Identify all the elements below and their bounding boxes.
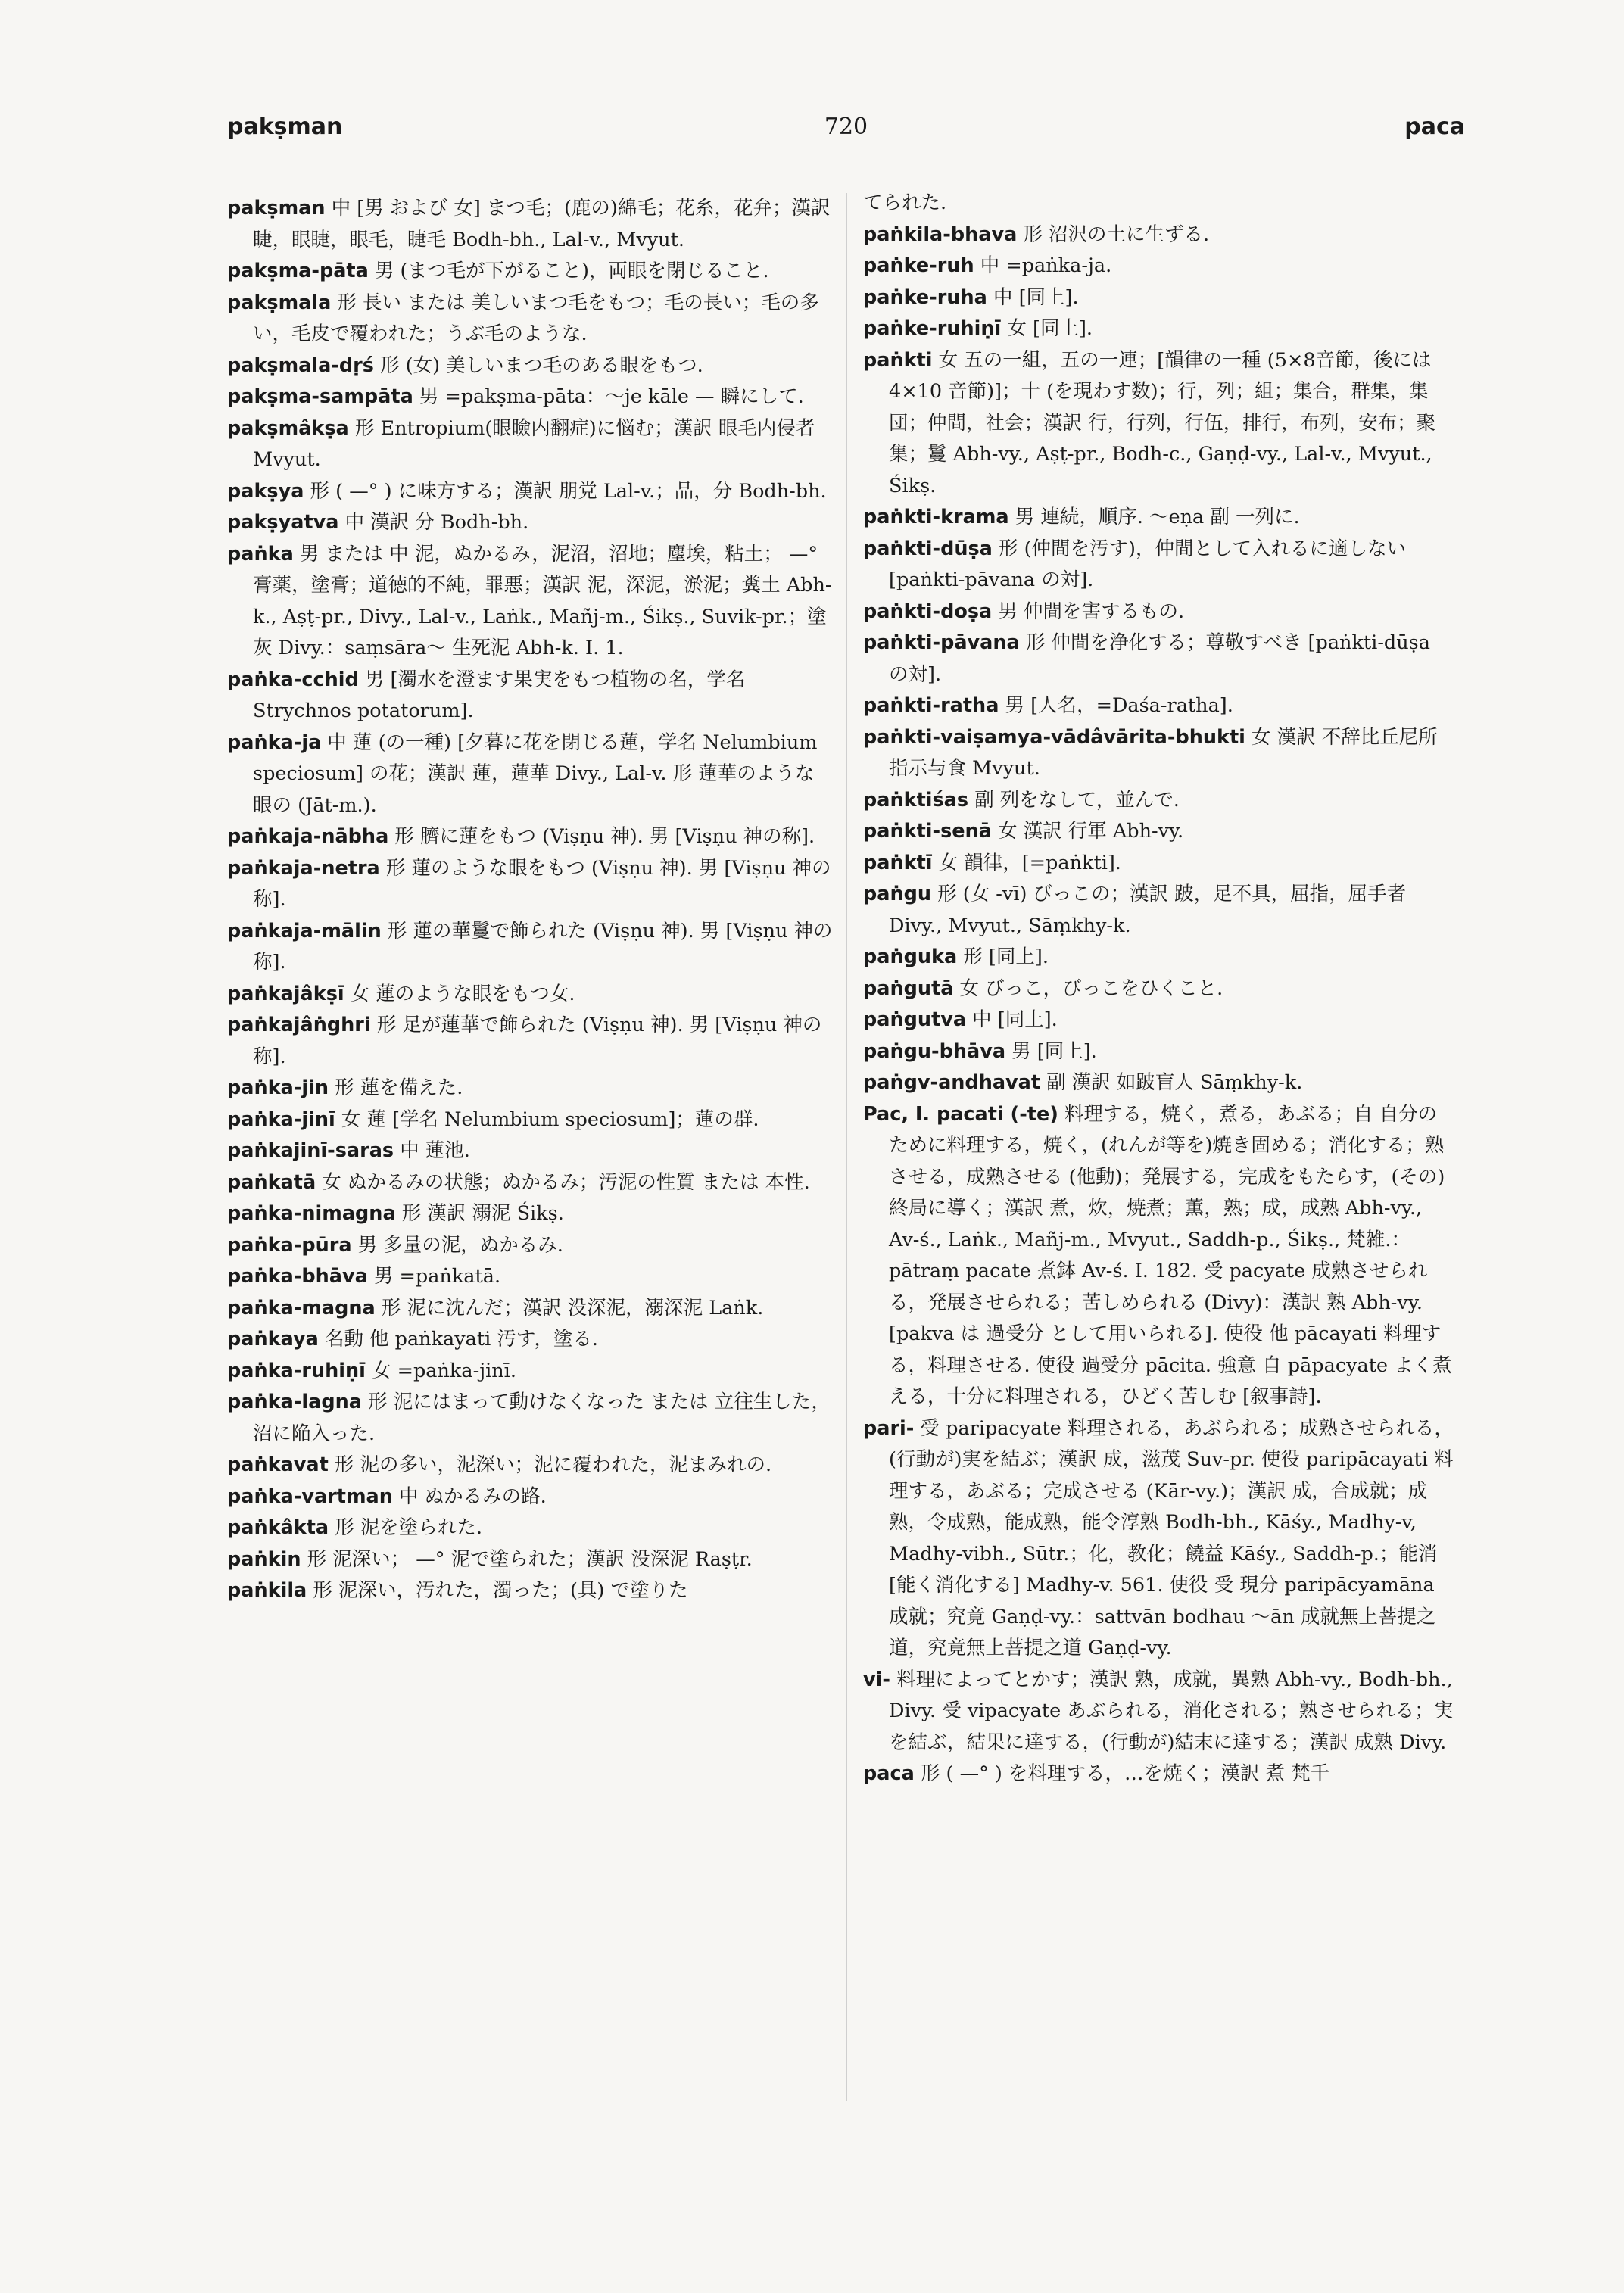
entry-headword: pakṣma-pāta — [227, 260, 369, 282]
dictionary-entry — [227, 1261, 833, 1293]
dictionary-entry — [227, 256, 833, 288]
entry-headword: paṅke-ruh — [863, 254, 974, 277]
dictionary-entry — [863, 816, 1454, 848]
dictionary-entry — [863, 879, 1454, 942]
entry-headword: paṅke-ruha — [863, 285, 987, 309]
entry-headword: paṅka-lagna — [227, 1391, 362, 1413]
entry-headword: paṅkâkta — [227, 1516, 329, 1539]
dictionary-entry — [863, 1413, 1454, 1665]
dictionary-entry — [227, 1230, 833, 1262]
entry-headword: paṅgv-andhavat — [863, 1071, 1041, 1094]
right-column — [863, 188, 1454, 1790]
dictionary-entry — [227, 382, 833, 413]
entry-headword: paṅka-cchid — [227, 668, 359, 691]
entry-definition: 形 仲間を浄化する；尊敬すべき [paṅkti-dūṣa の対]. — [889, 631, 1430, 686]
entry-headword: paṅke-ruhiṇī — [863, 317, 1002, 340]
dictionary-entry — [227, 1167, 833, 1199]
page-header — [227, 114, 1465, 151]
dictionary-entry — [863, 282, 1454, 314]
entry-definition: 形 (女 -vī) びっこの；漢訳 跛，足不具，屈指，屈手者 Divy., Mvyut., Sāṃkhy-k. — [889, 883, 1407, 937]
dictionary-entry — [863, 313, 1454, 345]
entry-definition: 形 泥深い； —° 泥で塗られた；漢訳 没深泥 Raṣṭr. — [307, 1547, 753, 1571]
dictionary-entry — [227, 350, 833, 382]
dictionary-entry — [227, 1481, 833, 1513]
entry-headword: paṅkajâṅghri — [227, 1014, 371, 1036]
entry-definition: 女 [同上]. — [1007, 317, 1093, 340]
entry-definition: 名動 他 paṅkayati 汚す，塗る. — [324, 1328, 598, 1351]
entry-definition: 男 連続，順序. 〜eṇa 副 一列に. — [1015, 506, 1300, 528]
dictionary-entry — [227, 1544, 833, 1576]
left-column — [227, 193, 833, 1607]
page-number: 720 — [824, 114, 868, 140]
entry-headword: pakṣmâkṣa — [227, 416, 349, 440]
entry-headword: paṅkila — [227, 1579, 307, 1602]
entry-headword: paṅguka — [863, 946, 958, 968]
dictionary-entry — [227, 727, 833, 822]
dictionary-entry — [227, 1324, 833, 1356]
dictionary-entry — [227, 821, 833, 853]
dictionary-entry — [863, 220, 1454, 251]
entry-headword: paṅka-vartman — [227, 1485, 393, 1508]
entry-headword: paṅkaya — [227, 1328, 319, 1351]
entry-headword: paṅgu — [863, 883, 932, 905]
entry-definition: 中 漢訳 分 Bodh-bh. — [344, 511, 529, 534]
entry-definition: 形 (仲間を汚す)，仲間として入れるに適しない [paṅkti-pāvana の対]. — [889, 537, 1407, 591]
entry-definition: 女 ぬかるみの状態；ぬかるみ；汚泥の性質 または 本性. — [322, 1170, 810, 1194]
entry-definition: 女 韻律，[=paṅkti]. — [938, 851, 1121, 874]
entry-headword: paṅkatā — [227, 1170, 316, 1194]
dictionary-entry — [227, 1387, 833, 1450]
entry-headword: pakṣma-sampāta — [227, 385, 413, 408]
dictionary-entry — [227, 507, 833, 539]
entry-headword: paṅkti-krama — [863, 506, 1009, 528]
dictionary-entry — [227, 193, 833, 256]
entry-headword: paṅgutva — [863, 1008, 967, 1031]
dictionary-entry — [863, 628, 1454, 690]
entry-definition: 中 ぬかるみの路. — [399, 1485, 547, 1508]
entry-definition: 女 五の一組，五の一連；[韻律の一種 (5×8音節，後には 4×10 音節)]；十 (を現わす数)；行，列；組；集合，群集，集団；仲間，社会；漢訳 行，行列，行伍，排行，布列，安布；聚集；鬘 Abh-vy., Aṣṭ-pr., Bodh-c., Gaṇḍ-vy., Lal-v., Mvyut., Śikṣ. — [889, 348, 1436, 497]
entry-headword: pakṣman — [227, 197, 326, 220]
entry-definition: 男 =pakṣma-pāta：〜je kāle — 瞬にして. — [419, 385, 804, 408]
entry-headword: paṅkila-bhava — [863, 223, 1018, 246]
dictionary-entry — [863, 534, 1454, 597]
dictionary-entry — [227, 1450, 833, 1481]
entry-definition: 形 泥の多い，泥深い；泥に覆われた，泥まみれの. — [334, 1453, 772, 1476]
dictionary-entry — [227, 853, 833, 916]
entry-definition: 形 泥に沈んだ；漢訳 没深泥，溺深泥 Laṅk. — [381, 1296, 764, 1319]
entry-definition: てられた. — [863, 192, 947, 214]
dictionary-entry — [863, 785, 1454, 817]
entry-definition: 形 泥を塗られた. — [335, 1516, 482, 1539]
entry-definition: 中 蓮 (の一種) [夕暮に花を閉じる蓮，学名 Nelumbium speciosum] の花；漢訳 蓮，蓮華 Divy., Lal-v. 形 蓮華のような眼の (Jāt-m.). — [253, 731, 818, 817]
entry-headword: paṅkti — [863, 348, 933, 372]
entry-definition: 男 または 中 泥，ぬかるみ，泥沼，沼地；塵埃，粘土； —° 膏薬，塗膏；道徳的不純，罪悪；漢訳 泥，深泥，淤泥；糞土 Abh-k., Aṣṭ-pr., Divy., Lal-v., Laṅk., Mañj-m., Śikṣ., Suvik-pr.；塗灰 Divy.：saṃsāra〜 生死泥 Abh-k. I. 1. — [253, 542, 832, 659]
entry-definition: 男 [同上]. — [1011, 1039, 1097, 1063]
entry-definition: 中 [同上]. — [972, 1008, 1058, 1031]
entry-definition: 形 蓮を備えた. — [335, 1076, 463, 1099]
entry-definition: 副 列をなして，並んで. — [974, 788, 1180, 812]
dictionary-entry — [863, 690, 1454, 722]
dictionary-entry — [227, 1513, 833, 1544]
entry-headword: Pac, I. pacati (-te) — [863, 1102, 1058, 1126]
dictionary-entry — [227, 1198, 833, 1230]
entry-headword: pakṣmala — [227, 291, 332, 314]
dictionary-entry — [863, 597, 1454, 628]
entry-definition: 女 漢訳 不辞比丘尼所指示与食 Mvyut. — [889, 725, 1438, 780]
entry-headword: paṅkaja-netra — [227, 856, 380, 880]
dictionary-entry — [863, 502, 1454, 534]
entry-definition: 女 =paṅka-jinī. — [372, 1359, 516, 1382]
entry-headword: paṅkti-senā — [863, 820, 992, 843]
entry-headword: paṅka — [227, 542, 294, 565]
entry-definition: 料理によってとかす；漢訳 熟，成就，異熟 Abh-vy., Bodh-bh., Divy. 受 vipacyate あぶられる，消化される；熟させられる；実を結ぶ，結果に達する，(行動が)結末に達する；漢訳 成熟 Divy. — [889, 1668, 1454, 1754]
entry-definition: 形 泥にはまって動けなくなった または 立往生した，沼に陥入った. — [253, 1391, 831, 1445]
dictionary-entry — [227, 288, 833, 350]
entry-definition: 形 Entropium(眼瞼内翻症)に悩む；漢訳 眼毛内侵者 Mvyut. — [253, 416, 815, 471]
entry-headword: paṅgutā — [863, 977, 954, 1000]
entry-definition: 中 [同上]. — [993, 285, 1079, 309]
entry-headword: paṅka-nimagna — [227, 1202, 396, 1225]
entry-definition: 形 [同上]. — [963, 946, 1049, 968]
dictionary-entry — [863, 1036, 1454, 1068]
entry-definition: 形 足が蓮華で飾られた (Viṣṇu 神). 男 [Viṣṇu 神の称]. — [253, 1014, 822, 1068]
entry-definition: 形 ( —° ) を料理する，…を焼く；漢訳 煮 梵千 — [920, 1762, 1330, 1785]
dictionary-entry — [227, 1104, 833, 1136]
dictionary-entry — [227, 413, 833, 476]
running-head-right: paca — [1404, 114, 1465, 140]
entry-headword: paṅkti-vaiṣamya-vādâvārita-bhukti — [863, 725, 1245, 749]
entry-definition: 形 蓮の華鬘で飾られた (Viṣṇu 神). 男 [Viṣṇu 神の称]. — [253, 919, 833, 974]
dictionary-entry — [863, 345, 1454, 503]
entry-headword: paṅka-ja — [227, 731, 322, 754]
entry-headword: paṅkaja-nābha — [227, 825, 389, 848]
entry-headword: paṅka-ruhiṇī — [227, 1359, 366, 1382]
dictionary-entry — [227, 1136, 833, 1167]
dictionary-entry — [863, 942, 1454, 974]
entry-definition: 料理する，焼く，煮る，あぶる；自 自分のために料理する，焼く，(れんが等を)焼き固める；消化する；熟させる，成熟させる (他動)；発展する，完成をもたらす，(その)終局に導く；漢訳 煮，炊，焼煮；薫，熟；成，成熟 Abh-vy., Av-ś., Laṅk., Mañj-m., Mvyut., Saddh-p., Śikṣ., 梵雑.：pātraṃ pacate 煮鉢 Av-ś. I. 182. 受 pacyate 成熟させられる，発展させられる；苦しめられる (Divy)：漢訳 熟 Abh-vy. [pakva は 過受分 として用いられる]. 使役 他 pācayati 料理する，料理させる. 使役 過受分 pācita. 強意 自 pāpacyate よく煮える，十分に料理される，ひどく苦しむ [叙事詩]. — [889, 1102, 1452, 1408]
dictionary-entry — [863, 1665, 1454, 1759]
entry-definition: 形 臍に蓮をもつ (Viṣṇu 神). 男 [Viṣṇu 神の称]. — [394, 825, 815, 848]
entry-definition: 中 [男 および 女] まつ毛；(鹿の)綿毛；花糸，花弁；漢訳 睫，眼睫，眼毛，睫毛 Bodh-bh., Lal-v., Mvyut. — [253, 197, 831, 251]
entry-headword: paṅkti-doṣa — [863, 600, 993, 623]
entry-headword: paṅkajâkṣī — [227, 982, 344, 1005]
dictionary-entry — [227, 1010, 833, 1073]
entry-definition: 中 =paṅka-ja. — [980, 254, 1112, 277]
entry-headword: paca — [863, 1762, 915, 1785]
entry-headword: pari- — [863, 1416, 915, 1440]
entry-headword: paṅkti-ratha — [863, 694, 999, 717]
entry-definition: 男 多量の泥，ぬかるみ. — [357, 1233, 563, 1257]
entry-headword: paṅka-bhāva — [227, 1265, 368, 1288]
dictionary-entry — [863, 1067, 1454, 1099]
entry-headword: paṅkti-pāvana — [863, 631, 1020, 654]
dictionary-entry — [227, 539, 833, 665]
entry-definition: 形 (女) 美しいまつ毛のある眼をもつ. — [380, 354, 703, 377]
entry-definition: 形 泥深い，汚れた，濁った；(具) で塗りた — [313, 1579, 688, 1602]
entry-definition: 形 ( —° ) に味方する；漢訳 朋党 Lal-v.；品，分 Bodh-bh. — [310, 479, 827, 503]
dictionary-entry — [863, 1759, 1454, 1790]
running-head-left: pakṣman — [227, 114, 343, 140]
entry-headword: paṅkin — [227, 1547, 301, 1571]
entry-definition: 形 蓮のような眼をもつ (Viṣṇu 神). 男 [Viṣṇu 神の称]. — [253, 856, 831, 911]
entry-headword: paṅgu-bhāva — [863, 1039, 1006, 1063]
entry-definition: 形 長い または 美しいまつ毛をもつ；毛の長い；毛の多い，毛皮で覆われた；うぶ毛のような. — [253, 291, 819, 345]
entry-definition: 中 蓮池. — [400, 1139, 470, 1162]
entry-definition: 女 漢訳 行軍 Abh-vy. — [998, 820, 1184, 843]
dictionary-entry — [863, 188, 1454, 220]
entry-headword: paṅkaja-mālin — [227, 919, 382, 942]
entry-definition: 形 沼沢の土に生ずる. — [1023, 223, 1210, 246]
dictionary-entry — [227, 916, 833, 979]
entry-definition: 男 (まつ毛が下がること)，両眼を閉じること. — [374, 260, 769, 282]
dictionary-entry — [863, 1099, 1454, 1413]
entry-headword: paṅka-magna — [227, 1296, 376, 1319]
entry-definition: 男 仲間を害するもの. — [998, 600, 1185, 623]
entry-headword: paṅkajinī-saras — [227, 1139, 394, 1162]
dictionary-entry — [227, 665, 833, 727]
dictionary-entry — [863, 1005, 1454, 1036]
entry-headword: paṅka-jin — [227, 1076, 329, 1099]
dictionary-entry — [227, 1293, 833, 1325]
entry-definition: 形 漢訳 溺泥 Śikṣ. — [401, 1202, 564, 1225]
entry-headword: pakṣya — [227, 479, 304, 503]
entry-definition: 女 びっこ，びっこをひくこと. — [959, 977, 1223, 1000]
dictionary-entry — [863, 848, 1454, 880]
dictionary-entry — [863, 251, 1454, 282]
entry-definition: 女 蓮のような眼をもつ女. — [350, 982, 575, 1005]
entry-definition: 受 paripacyate 料理される，あぶられる；成熟させられる，(行動が)実を結ぶ；漢訳 成，滋茂 Suv-pr. 使役 paripācayati 料理する，あぶる；完成させる (Kār-vy.)；漢訳 成，合成就；成熟，令成熟，能成熟，能令淳熟 Bodh-bh., Kāśy., Madhy-v, Madhy-vibh., Sūtr.；化，教化；饒益 Kāśy., Saddh-p.；能消 [能く消化する] Madhy-v. 561. 使役 受 現分 paripācyamāna 成就；究竟 Gaṇḍ-vy.：sattvān bodhau 〜ān 成就無上菩提之道，究竟無上菩提之道 Gaṇḍ-vy. — [889, 1416, 1454, 1659]
entry-definition: 男 [人名，=Daśa-ratha]. — [1005, 694, 1233, 717]
entry-headword: paṅkavat — [227, 1453, 329, 1476]
entry-headword: pakṣyatva — [227, 511, 339, 534]
entry-headword: paṅka-jinī — [227, 1108, 335, 1131]
entry-definition: 男 [濁水を澄ます果実をもつ植物の名，学名 Strychnos potatorum]. — [253, 668, 746, 722]
entry-headword: pakṣmala-dṛś — [227, 354, 374, 377]
column-divider — [846, 193, 847, 2101]
entry-headword: paṅka-pūra — [227, 1233, 352, 1257]
dictionary-entry — [227, 979, 833, 1011]
dictionary-entry — [863, 974, 1454, 1005]
entry-headword: vi- — [863, 1668, 890, 1691]
entry-headword: paṅktī — [863, 851, 933, 874]
dictionary-entry — [227, 1073, 833, 1104]
entry-definition: 女 蓮 [学名 Nelumbium speciosum]；蓮の群. — [341, 1108, 759, 1131]
dictionary-entry — [863, 722, 1454, 785]
entry-headword: paṅktiśas — [863, 788, 969, 812]
entry-headword: paṅkti-dūṣa — [863, 537, 993, 560]
dictionary-entry — [227, 1356, 833, 1388]
entry-definition: 副 漢訳 如跛盲人 Sāṃkhy-k. — [1046, 1071, 1303, 1094]
entry-definition: 男 =paṅkatā. — [373, 1265, 501, 1288]
dictionary-entry — [227, 476, 833, 508]
dictionary-entry — [227, 1575, 833, 1607]
